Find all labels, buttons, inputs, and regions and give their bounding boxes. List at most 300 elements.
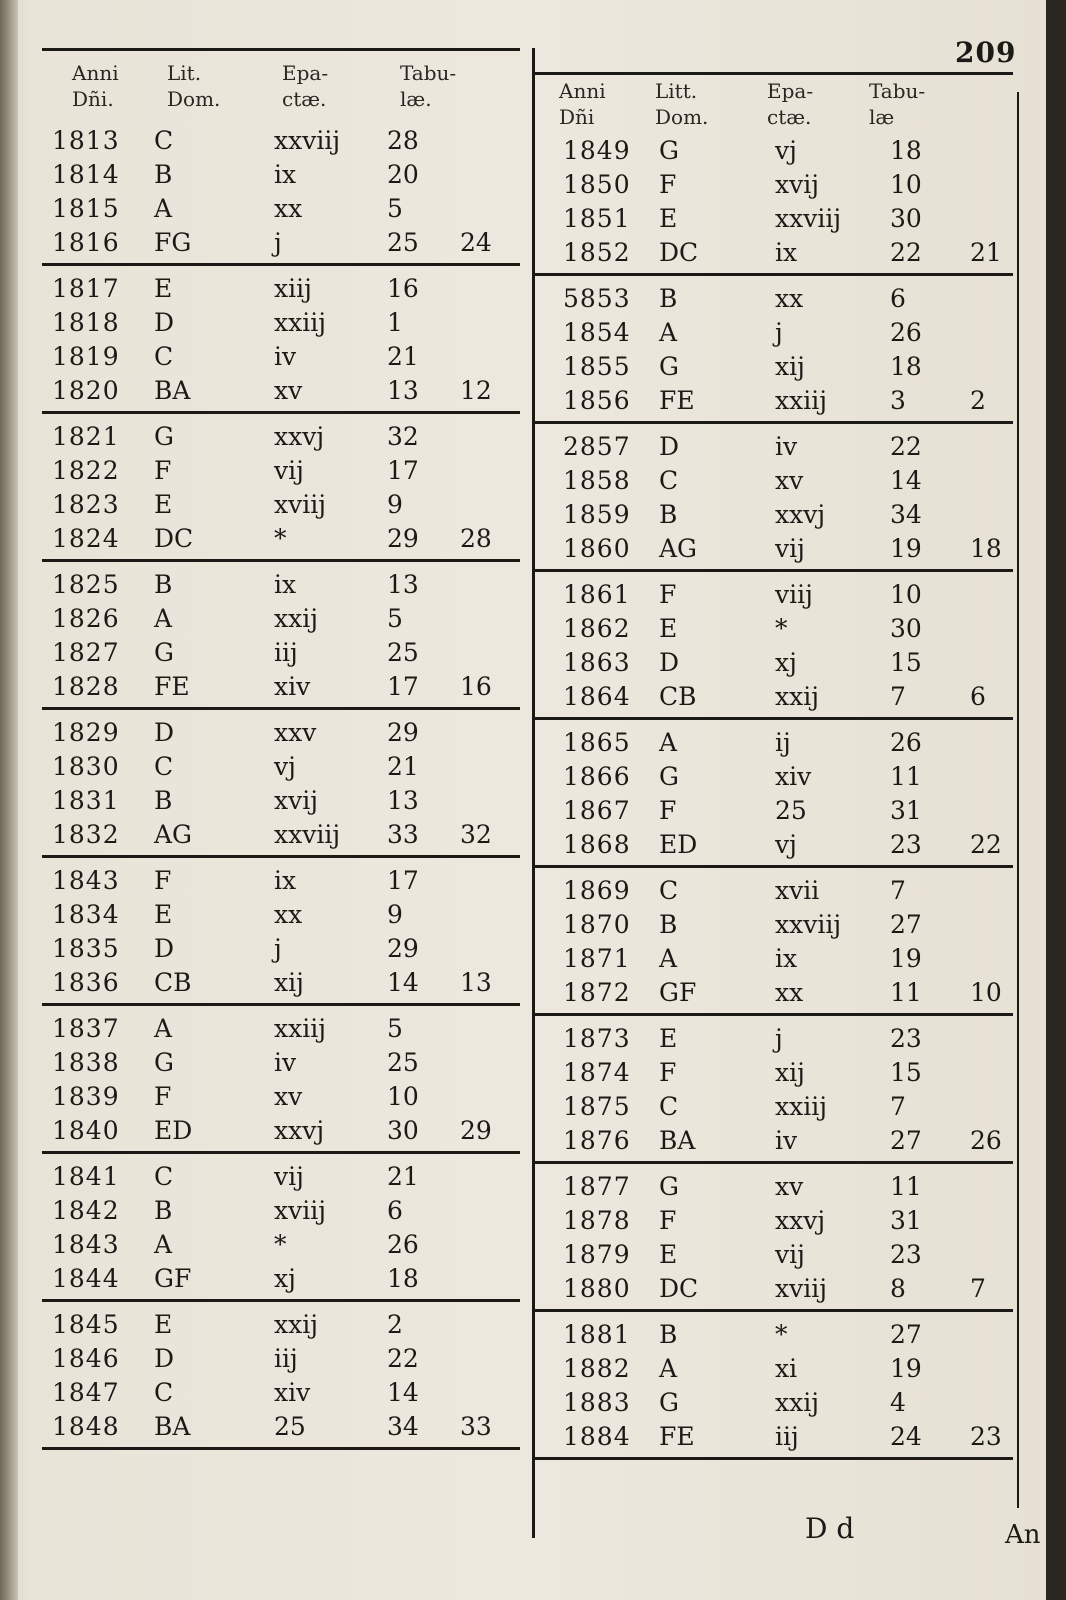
dominical-letter-cell: CB: [659, 682, 697, 711]
row-group: [535, 868, 1013, 1016]
tabula-cell: 21: [387, 1162, 419, 1191]
tabula-cell: 17: [387, 866, 419, 895]
epact-cell: *: [274, 524, 287, 553]
tabula-cell: 22: [890, 432, 922, 461]
tabula-cell: 4: [890, 1388, 906, 1417]
dominical-letter-cell: G: [154, 422, 174, 451]
tabula-alt-cell: 13: [460, 968, 492, 997]
table-row: [535, 1352, 1013, 1386]
table-row: [42, 784, 520, 818]
dominical-letter-cell: CB: [154, 968, 192, 997]
tabula-cell: 19: [890, 1354, 922, 1383]
epact-cell: xx: [274, 900, 303, 929]
epact-cell: xxvj: [775, 500, 826, 529]
epact-cell: xij: [775, 1058, 805, 1087]
dominical-letter-cell: G: [659, 762, 679, 791]
table-row: [42, 1114, 520, 1148]
year-cell: 1859: [563, 500, 631, 529]
epact-cell: *: [775, 1320, 788, 1349]
tabula-cell: 28: [387, 126, 419, 155]
dominical-letter-cell: C: [154, 1162, 174, 1191]
epact-cell: iv: [274, 1048, 297, 1077]
table-row: [535, 236, 1013, 270]
dominical-letter-cell: BA: [154, 1412, 191, 1441]
year-cell: 2857: [563, 432, 631, 461]
dominical-letter-cell: F: [659, 580, 677, 609]
table-row: [42, 192, 520, 226]
right-rows: [535, 128, 1013, 1460]
epact-cell: xxviij: [775, 204, 842, 233]
table-row: [42, 226, 520, 260]
table-row: [535, 828, 1013, 862]
table-row: [535, 1420, 1013, 1454]
epact-cell: iv: [775, 1126, 798, 1155]
tabula-cell: 10: [890, 580, 922, 609]
table-row: [42, 1080, 520, 1114]
tabula-alt-cell: 33: [460, 1412, 492, 1441]
dominical-letter-cell: B: [659, 500, 678, 529]
tabula-cell: 33: [387, 820, 419, 849]
tabula-cell: 23: [890, 830, 922, 859]
dominical-letter-cell: F: [154, 1082, 172, 1111]
epact-cell: iv: [775, 432, 798, 461]
tabula-cell: 17: [387, 456, 419, 485]
year-cell: 1820: [52, 376, 120, 405]
table-row: [42, 420, 520, 454]
dominical-letter-cell: E: [659, 1024, 678, 1053]
tabula-alt-cell: 29: [460, 1116, 492, 1145]
epact-cell: xxij: [775, 682, 819, 711]
table-row: [535, 1124, 1013, 1158]
tabula-cell: 10: [890, 170, 922, 199]
header-tabulae: Tabu- læ.: [400, 61, 457, 111]
table-row: [42, 1228, 520, 1262]
dominical-letter-cell: F: [659, 1058, 677, 1087]
year-cell: 1835: [52, 934, 120, 963]
epact-cell: xxvj: [775, 1206, 826, 1235]
table-row: [535, 1090, 1013, 1124]
table-row: [42, 1046, 520, 1080]
row-group: [535, 276, 1013, 424]
year-cell: 1839: [52, 1082, 120, 1111]
table-row: [535, 726, 1013, 760]
year-cell: 1830: [52, 752, 120, 781]
row-group: [535, 424, 1013, 572]
dominical-letter-cell: FE: [659, 1422, 695, 1451]
table-row: [42, 1342, 520, 1376]
dominical-letter-cell: B: [154, 1196, 173, 1225]
table-row: [535, 874, 1013, 908]
dominical-letter-cell: G: [659, 136, 679, 165]
year-cell: 1841: [52, 1162, 120, 1191]
year-cell: 1878: [563, 1206, 631, 1235]
dominical-letter-cell: E: [154, 900, 173, 929]
epact-cell: xiv: [775, 762, 812, 791]
year-cell: 1850: [563, 170, 631, 199]
dominical-letter-cell: A: [659, 728, 678, 757]
dominical-letter-cell: A: [154, 1230, 173, 1259]
epact-cell: xxiij: [274, 308, 326, 337]
tabula-cell: 9: [387, 900, 403, 929]
dominical-letter-cell: AG: [154, 820, 193, 849]
year-cell: 1822: [52, 456, 120, 485]
dominical-letter-cell: E: [154, 490, 173, 519]
table-row: [42, 1262, 520, 1296]
epact-cell: *: [274, 1230, 287, 1259]
row-group: [42, 266, 520, 414]
epact-cell: xiij: [274, 274, 312, 303]
year-cell: 1877: [563, 1172, 631, 1201]
epact-cell: vj: [775, 830, 797, 859]
year-cell: 1825: [52, 570, 120, 599]
tabula-cell: 7: [890, 1092, 906, 1121]
year-cell: 1861: [563, 580, 631, 609]
dominical-letter-cell: C: [154, 342, 174, 371]
epact-cell: ix: [775, 238, 798, 267]
table-row: [535, 134, 1013, 168]
dominical-letter-cell: A: [154, 194, 173, 223]
epact-cell: xxviij: [274, 126, 341, 155]
row-group: [42, 414, 520, 562]
epact-cell: xij: [274, 968, 304, 997]
tabula-cell: 21: [387, 752, 419, 781]
header-littera-dominicalis: Litt. Dom.: [655, 79, 709, 129]
table-row: [535, 578, 1013, 612]
tabula-cell: 14: [890, 466, 922, 495]
table-row: [42, 158, 520, 192]
epact-cell: ix: [775, 944, 798, 973]
dominical-letter-cell: D: [154, 1344, 175, 1373]
header-epactae: Epa- ctæ.: [282, 61, 329, 111]
tabula-cell: 24: [890, 1422, 922, 1451]
dominical-letter-cell: F: [154, 866, 172, 895]
catchword: An: [1005, 1520, 1041, 1550]
tabula-cell: 2: [387, 1310, 403, 1339]
tabula-alt-cell: 2: [970, 386, 986, 415]
year-cell: 1867: [563, 796, 631, 825]
year-cell: 1866: [563, 762, 631, 791]
dominical-letter-cell: C: [659, 876, 679, 905]
dominical-letter-cell: D: [659, 648, 680, 677]
epact-cell: xv: [274, 376, 303, 405]
epact-cell: xviij: [274, 1196, 326, 1225]
dominical-letter-cell: E: [154, 274, 173, 303]
tabula-cell: 5: [387, 604, 403, 633]
epact-cell: xx: [775, 284, 804, 313]
tabula-cell: 18: [890, 352, 922, 381]
epact-cell: iv: [274, 342, 297, 371]
header-tabulae: Tabu- læ: [869, 79, 926, 129]
tabula-alt-cell: 12: [460, 376, 492, 405]
tabula-alt-cell: 6: [970, 682, 986, 711]
year-cell: 1838: [52, 1048, 120, 1077]
year-cell: 1883: [563, 1388, 631, 1417]
dominical-letter-cell: E: [154, 1310, 173, 1339]
epact-cell: xiv: [274, 672, 311, 701]
epact-cell: ix: [274, 160, 297, 189]
dominical-letter-cell: B: [154, 786, 173, 815]
dominical-letter-cell: GF: [659, 978, 697, 1007]
tabula-cell: 25: [387, 638, 419, 667]
table-row: [42, 306, 520, 340]
year-cell: 1821: [52, 422, 120, 451]
tabula-cell: 8: [890, 1274, 906, 1303]
table-row: [42, 1410, 520, 1444]
tabula-cell: 26: [890, 728, 922, 757]
year-cell: 1880: [563, 1274, 631, 1303]
row-group: [42, 1006, 520, 1154]
row-group: [535, 1164, 1013, 1312]
tabula-cell: 7: [890, 682, 906, 711]
epact-cell: xxiij: [274, 1014, 326, 1043]
table-row: [42, 932, 520, 966]
year-cell: 1844: [52, 1264, 120, 1293]
epact-cell: 25: [775, 796, 807, 825]
tabula-alt-cell: 18: [970, 534, 1002, 563]
dominical-letter-cell: D: [659, 432, 680, 461]
year-cell: 1815: [52, 194, 120, 223]
row-group: [535, 1016, 1013, 1164]
year-cell: 1832: [52, 820, 120, 849]
table-row: [535, 1170, 1013, 1204]
epact-cell: vij: [274, 1162, 304, 1191]
epact-cell: xv: [775, 466, 804, 495]
epact-cell: vj: [775, 136, 797, 165]
epact-cell: vij: [775, 534, 805, 563]
table-row: [42, 602, 520, 636]
epact-cell: xj: [775, 648, 797, 677]
tabula-cell: 26: [890, 318, 922, 347]
tabula-alt-cell: 22: [970, 830, 1002, 859]
row-group: [42, 1302, 520, 1450]
epact-cell: xij: [775, 352, 805, 381]
table-row: [535, 908, 1013, 942]
table-row: [535, 760, 1013, 794]
table-row: [535, 1272, 1013, 1306]
dominical-letter-cell: DC: [154, 524, 194, 553]
table-row: [42, 340, 520, 374]
year-cell: 1817: [52, 274, 120, 303]
epact-cell: xiv: [274, 1378, 311, 1407]
year-cell: 1814: [52, 160, 120, 189]
dominical-letter-cell: G: [659, 1388, 679, 1417]
tabula-cell: 1: [387, 308, 403, 337]
year-cell: 1879: [563, 1240, 631, 1269]
epact-cell: viij: [775, 580, 813, 609]
dominical-letter-cell: BA: [659, 1126, 696, 1155]
epact-cell: xxv: [274, 718, 317, 747]
tabula-alt-cell: 10: [970, 978, 1002, 1007]
tabula-cell: 34: [387, 1412, 419, 1441]
year-cell: 1875: [563, 1092, 631, 1121]
row-group: [535, 720, 1013, 868]
dominical-letter-cell: F: [659, 796, 677, 825]
year-cell: 1834: [52, 900, 120, 929]
epact-cell: xxij: [274, 1310, 318, 1339]
table-row: [42, 568, 520, 602]
epact-cell: xx: [775, 978, 804, 1007]
year-cell: 1836: [52, 968, 120, 997]
signature-mark: D d: [805, 1512, 855, 1545]
tabula-cell: 11: [890, 978, 922, 1007]
tabula-cell: 9: [387, 490, 403, 519]
year-cell: 1819: [52, 342, 120, 371]
epact-cell: xxij: [775, 1388, 819, 1417]
tabula-alt-cell: 28: [460, 524, 492, 553]
tabula-cell: 30: [890, 614, 922, 643]
tabula-cell: 23: [890, 1240, 922, 1269]
table-row: [535, 1204, 1013, 1238]
epact-cell: xxij: [274, 604, 318, 633]
epact-cell: iij: [274, 638, 298, 667]
dominical-letter-cell: C: [154, 1378, 174, 1407]
tabula-cell: 31: [890, 1206, 922, 1235]
table-row: [42, 750, 520, 784]
epact-cell: xxviij: [775, 910, 842, 939]
dominical-letter-cell: ED: [659, 830, 698, 859]
tabula-cell: 15: [890, 1058, 922, 1087]
year-cell: 1876: [563, 1126, 631, 1155]
epact-cell: *: [775, 614, 788, 643]
header-anni-domini: Anni Dñi: [559, 79, 606, 129]
tabula-cell: 25: [387, 1048, 419, 1077]
year-cell: 1845: [52, 1310, 120, 1339]
tabula-cell: 3: [890, 386, 906, 415]
tabula-cell: 23: [890, 1024, 922, 1053]
tabula-cell: 16: [387, 274, 419, 303]
year-cell: 1864: [563, 682, 631, 711]
epact-cell: vj: [274, 752, 296, 781]
table-row: [535, 384, 1013, 418]
year-cell: 1874: [563, 1058, 631, 1087]
row-group: [535, 128, 1013, 276]
tabula-cell: 22: [890, 238, 922, 267]
dominical-letter-cell: G: [659, 352, 679, 381]
year-cell: 5853: [563, 284, 631, 313]
tabula-cell: 34: [890, 500, 922, 529]
table-row: [42, 1012, 520, 1046]
table-row: [535, 1386, 1013, 1420]
table-row: [535, 1318, 1013, 1352]
epact-cell: iij: [274, 1344, 298, 1373]
tabula-cell: 22: [387, 1344, 419, 1373]
tabula-cell: 6: [387, 1196, 403, 1225]
table-row: [42, 374, 520, 408]
row-group: [535, 572, 1013, 720]
table-row: [42, 864, 520, 898]
epact-cell: j: [775, 1024, 783, 1053]
epact-cell: xxiij: [775, 1092, 827, 1121]
dominical-letter-cell: D: [154, 934, 175, 963]
epact-cell: j: [274, 228, 282, 257]
tabula-cell: 29: [387, 934, 419, 963]
tabula-cell: 32: [387, 422, 419, 451]
table-row: [535, 350, 1013, 384]
epact-cell: xviij: [274, 490, 326, 519]
year-cell: 1823: [52, 490, 120, 519]
right-column-table: [532, 48, 1013, 1538]
dominical-letter-cell: DC: [659, 1274, 699, 1303]
dominical-letter-cell: C: [154, 126, 174, 155]
epact-cell: vij: [274, 456, 304, 485]
dominical-letter-cell: G: [154, 1048, 174, 1077]
table-row: [42, 522, 520, 556]
dominical-letter-cell: B: [659, 910, 678, 939]
year-cell: 1829: [52, 718, 120, 747]
dominical-letter-cell: AG: [659, 534, 698, 563]
epact-cell: xvii: [775, 876, 820, 905]
year-cell: 1827: [52, 638, 120, 667]
dominical-letter-cell: G: [154, 638, 174, 667]
year-cell: 1843: [52, 866, 120, 895]
dominical-letter-cell: A: [659, 1354, 678, 1383]
table-row: [42, 1376, 520, 1410]
epact-cell: ix: [274, 866, 297, 895]
epact-cell: iij: [775, 1422, 799, 1451]
year-cell: 1846: [52, 1344, 120, 1373]
tabula-cell: 6: [890, 284, 906, 313]
header-epactae: Epa- ctæ.: [767, 79, 814, 129]
epact-cell: ix: [274, 570, 297, 599]
tabula-alt-cell: 26: [970, 1126, 1002, 1155]
year-cell: 1840: [52, 1116, 120, 1145]
tabula-alt-cell: 21: [970, 238, 1002, 267]
tabula-cell: 11: [890, 1172, 922, 1201]
year-cell: 1847: [52, 1378, 120, 1407]
tabula-cell: 14: [387, 1378, 419, 1407]
dominical-letter-cell: G: [659, 1172, 679, 1201]
table-row: [42, 716, 520, 750]
dominical-letter-cell: ED: [154, 1116, 193, 1145]
tabula-cell: 10: [387, 1082, 419, 1111]
table-row: [42, 454, 520, 488]
year-cell: 1818: [52, 308, 120, 337]
table-row: [42, 818, 520, 852]
epact-cell: xv: [775, 1172, 804, 1201]
epact-cell: xx: [274, 194, 303, 223]
header-anni-domini: Anni Dñi.: [72, 61, 119, 111]
table-row: [42, 1160, 520, 1194]
year-cell: 1868: [563, 830, 631, 859]
year-cell: 1831: [52, 786, 120, 815]
dominical-letter-cell: B: [659, 284, 678, 313]
header-littera-dominicalis: Lit. Dom.: [167, 61, 221, 111]
year-cell: 1849: [563, 136, 631, 165]
tabula-cell: 7: [890, 876, 906, 905]
epact-cell: xj: [274, 1264, 296, 1293]
tabula-alt-cell: 24: [460, 228, 492, 257]
epact-cell: j: [274, 934, 282, 963]
table-row: [535, 532, 1013, 566]
table-row: [535, 646, 1013, 680]
tabula-cell: 13: [387, 786, 419, 815]
epact-cell: xviij: [775, 1274, 827, 1303]
table-row: [535, 1238, 1013, 1272]
epact-cell: vij: [775, 1240, 805, 1269]
tabula-cell: 17: [387, 672, 419, 701]
dominical-letter-cell: F: [659, 170, 677, 199]
table-row: [42, 636, 520, 670]
tabula-cell: 26: [387, 1230, 419, 1259]
tabula-alt-cell: 23: [970, 1422, 1002, 1451]
tabula-cell: 30: [890, 204, 922, 233]
table-row: [42, 488, 520, 522]
epact-cell: 25: [274, 1412, 306, 1441]
dominical-letter-cell: FG: [154, 228, 192, 257]
table-row: [535, 1056, 1013, 1090]
year-cell: 1813: [52, 126, 120, 155]
dominical-letter-cell: A: [154, 1014, 173, 1043]
